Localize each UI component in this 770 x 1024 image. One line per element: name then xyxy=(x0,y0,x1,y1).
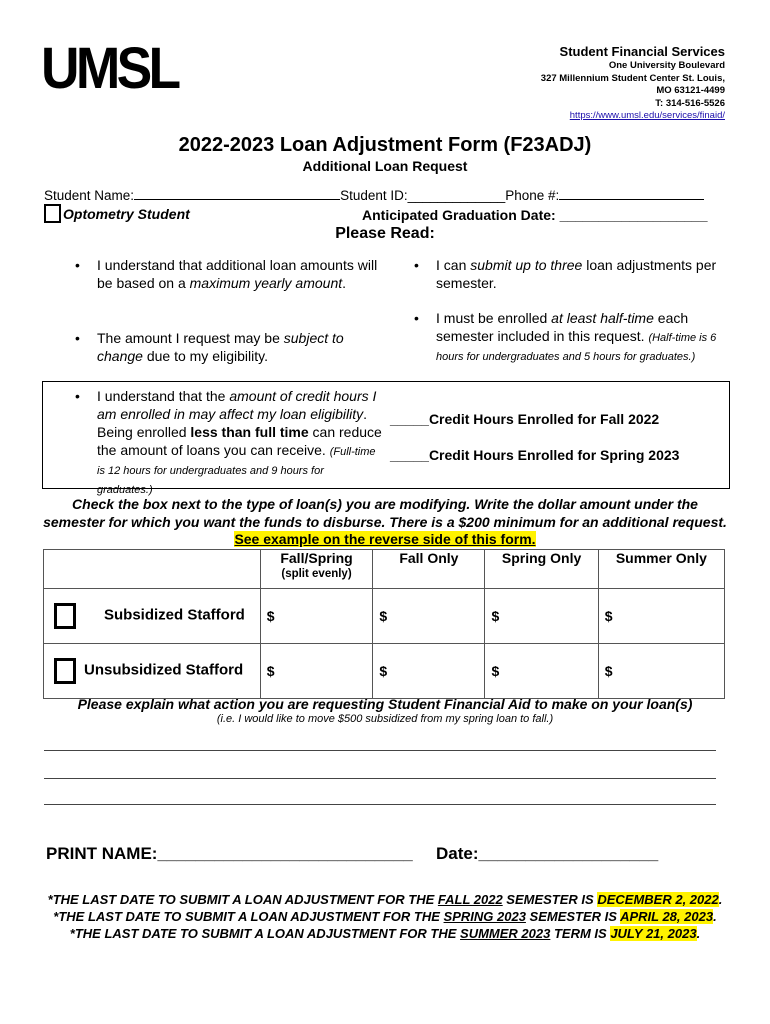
bullet-three-adjustments: • I can submit up to three loan adjustments per semester. xyxy=(414,257,717,291)
student-name-label: Student Name: xyxy=(44,188,135,203)
header-fall-spring: Fall/Spring (split evenly) xyxy=(260,550,373,589)
office-website-link[interactable]: https://www.umsl.edu/services/finaid/ xyxy=(569,110,725,121)
bullet-maximum-amount: • I understand that additional loan amounts will be based on a maximum yearly amount. xyxy=(75,257,378,291)
graduation-date-field[interactable]: Anticipated Graduation Date: ___________________ xyxy=(362,207,708,223)
loan-instructions xyxy=(0,496,770,549)
form-title: 2022-2023 Loan Adjustment Form (F23ADJ) xyxy=(178,134,592,156)
header-summer-only: Summer Only xyxy=(598,550,724,589)
please-read-heading: Please Read: xyxy=(335,225,435,242)
student-name-field[interactable] xyxy=(134,185,340,200)
explain-request-heading: Please explain what action you are requesting Student Financial Aid to make on your loan(s) xyxy=(77,696,693,712)
unsubsidized-label-cell: Unsubsidized Stafford xyxy=(44,644,261,699)
header-spring-only: Spring Only xyxy=(485,550,598,589)
fall-credit-hours-field[interactable]: _____ xyxy=(390,411,429,427)
date-label: Date: xyxy=(436,844,479,863)
phone-field[interactable] xyxy=(559,185,704,200)
instructions-line-2: semester for which you want the funds to disburse. There is a $200 minimum for an additional request. xyxy=(43,513,727,530)
address-street: One University Boulevard xyxy=(608,60,725,71)
bullet-half-time: • I must be enrolled at least half-time each semester included in this request. (Half-time is 6 hours for undergraduates and 5 hours for graduates.) xyxy=(414,310,717,363)
phone-label: Phone #: xyxy=(505,188,560,203)
optometry-option xyxy=(44,204,190,223)
office-address xyxy=(541,44,725,123)
deadline-summer: *THE LAST DATE TO SUBMIT A LOAN ADJUSTMENT FOR THE SUMMER 2023 TERM IS JULY 21, 2023. xyxy=(69,926,701,941)
print-name-label: PRINT NAME: xyxy=(46,844,158,863)
unsubsidized-spring-amount[interactable]: $ xyxy=(485,644,598,699)
bullet-credit-hours: • I understand that the amount of credit hours I am enrolled in may affect my loan eligibility. Being enrolled less than full time can reduce the amount of loans you can receive. (Full-time is 12 hours for undergraduates and 9 hours for graduates.) xyxy=(75,388,382,496)
spring-credit-hours-field[interactable]: _____ xyxy=(390,447,429,463)
table-row xyxy=(44,589,725,644)
date-field xyxy=(436,844,658,864)
address-building: 327 Millennium Student Center St. Louis, xyxy=(540,72,725,84)
subsidized-fall-spring-amount[interactable]: $ xyxy=(260,589,373,644)
see-example-note: See example on the reverse side of this form. xyxy=(234,531,536,547)
unsubsidized-checkbox[interactable] xyxy=(54,658,76,684)
print-name-blank[interactable]: ___________________________ xyxy=(157,844,413,863)
office-phone: T: 314-516-5526 xyxy=(655,97,725,109)
bullet-subject-to-change: • The amount I request may be subject to change due to my eligibility. xyxy=(75,330,344,364)
explanation-line-2[interactable] xyxy=(44,778,716,779)
deadline-spring: *THE LAST DATE TO SUBMIT A LOAN ADJUSTMENT FOR THE SPRING 2023 SEMESTER IS APRIL 28, 2023. xyxy=(53,909,717,924)
student-info-line xyxy=(44,185,704,203)
table-corner-cell xyxy=(44,550,261,589)
form-subtitle: Additional Loan Request xyxy=(302,158,468,174)
deadline-fall: *THE LAST DATE TO SUBMIT A LOAN ADJUSTMENT FOR THE FALL 2022 SEMESTER IS DECEMBER 2, 2022. xyxy=(47,892,723,907)
table-header-row xyxy=(44,550,725,589)
umsl-logo: UMSL xyxy=(41,36,178,101)
optometry-checkbox[interactable] xyxy=(44,204,61,223)
header-fall-only: Fall Only xyxy=(373,550,485,589)
student-id-label: Student ID: xyxy=(340,188,408,203)
unsubsidized-summer-amount[interactable]: $ xyxy=(598,644,724,699)
subsidized-fall-amount[interactable]: $ xyxy=(373,589,485,644)
subsidized-checkbox[interactable] xyxy=(54,603,76,629)
subsidized-spring-amount[interactable]: $ xyxy=(485,589,598,644)
office-name: Student Financial Services xyxy=(559,44,725,59)
subsidized-label-cell: Subsidized Stafford xyxy=(44,589,261,644)
spring-credit-hours: _____Credit Hours Enrolled for Spring 2023 xyxy=(390,447,680,463)
loan-table xyxy=(43,549,725,699)
student-id-field[interactable]: _____________ xyxy=(407,188,506,203)
unsubsidized-fall-amount[interactable]: $ xyxy=(373,644,485,699)
date-blank[interactable]: ___________________ xyxy=(478,844,659,863)
explain-example: (i.e. I would like to move $500 subsidized from my spring loan to fall.) xyxy=(216,713,554,725)
optometry-label: Optometry Student xyxy=(63,206,190,222)
fall-credit-hours: _____Credit Hours Enrolled for Fall 2022 xyxy=(390,411,660,427)
address-state-zip: MO 63121-4499 xyxy=(656,85,725,96)
print-name-field xyxy=(46,844,413,864)
table-row xyxy=(44,644,725,699)
subsidized-summer-amount[interactable]: $ xyxy=(598,589,724,644)
explanation-line-3[interactable] xyxy=(44,804,716,805)
unsubsidized-fall-spring-amount[interactable]: $ xyxy=(260,644,373,699)
explanation-line-1[interactable] xyxy=(44,750,716,751)
instructions-line-1: Check the box next to the type of loan(s) you are modifying. Write the dollar amount under the xyxy=(72,496,698,512)
